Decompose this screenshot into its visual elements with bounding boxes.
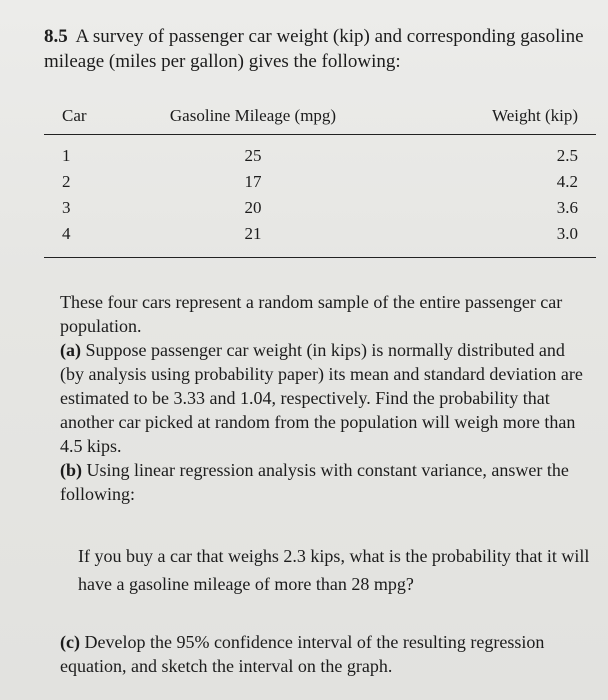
part-b-question: If you buy a car that weighs 2.3 kips, what is the probability that it will have a gasoline mileage of more than 28 mpg? bbox=[78, 546, 590, 594]
cell-car: 1 bbox=[62, 146, 71, 165]
problem-statement bbox=[44, 24, 589, 74]
cell-weight: 3.6 bbox=[556, 198, 578, 217]
cell-mileage: 20 bbox=[244, 198, 262, 217]
header-car: Car bbox=[44, 104, 158, 135]
part-c-label: (c) bbox=[60, 632, 80, 652]
data-table bbox=[44, 104, 596, 258]
cell-weight: 2.5 bbox=[556, 146, 578, 165]
part-c bbox=[60, 630, 600, 678]
part-b-label: (b) bbox=[60, 460, 82, 480]
part-b bbox=[60, 458, 590, 506]
cell-weight: 4.2 bbox=[556, 172, 578, 191]
cell-car: 4 bbox=[62, 224, 71, 243]
cell-mileage: 21 bbox=[244, 224, 262, 243]
part-a-label: (a) bbox=[60, 340, 81, 360]
problem-body bbox=[60, 290, 590, 506]
part-a-text: Suppose passenger car weight (in kips) is normally distributed and (by analysis using probability paper) its mean and standard deviation are estimated to be 3.33 and 1.04, respectively. Find the probability that another car picked at random from the population will weigh more than 4.5 kips. bbox=[60, 340, 583, 456]
table-row bbox=[44, 169, 596, 195]
header-weight: Weight (kip) bbox=[348, 104, 596, 135]
cell-mileage: 17 bbox=[244, 172, 262, 191]
problem-text: A survey of passenger car weight (kip) and corresponding gasoline mileage (miles per gallon) gives the following: bbox=[44, 26, 584, 72]
table-row bbox=[44, 221, 596, 258]
part-b-text: Using linear regression analysis with constant variance, answer the following: bbox=[60, 460, 569, 504]
part-a bbox=[60, 338, 590, 458]
header-mileage: Gasoline Mileage (mpg) bbox=[158, 104, 348, 135]
cell-weight: 3.0 bbox=[556, 224, 578, 243]
cell-mileage: 25 bbox=[244, 146, 262, 165]
cell-car: 2 bbox=[62, 172, 71, 191]
table-header-row bbox=[44, 104, 596, 135]
cell-car: 3 bbox=[62, 198, 71, 217]
problem-number: 8.5 bbox=[44, 26, 68, 47]
intro-paragraph: These four cars represent a random sample of the entire passenger car population. bbox=[60, 292, 563, 336]
table-row bbox=[44, 195, 596, 221]
part-c-text: Develop the 95% confidence interval of the resulting regression equation, and sketch the interval on the graph. bbox=[60, 632, 545, 676]
table-row bbox=[44, 135, 596, 170]
